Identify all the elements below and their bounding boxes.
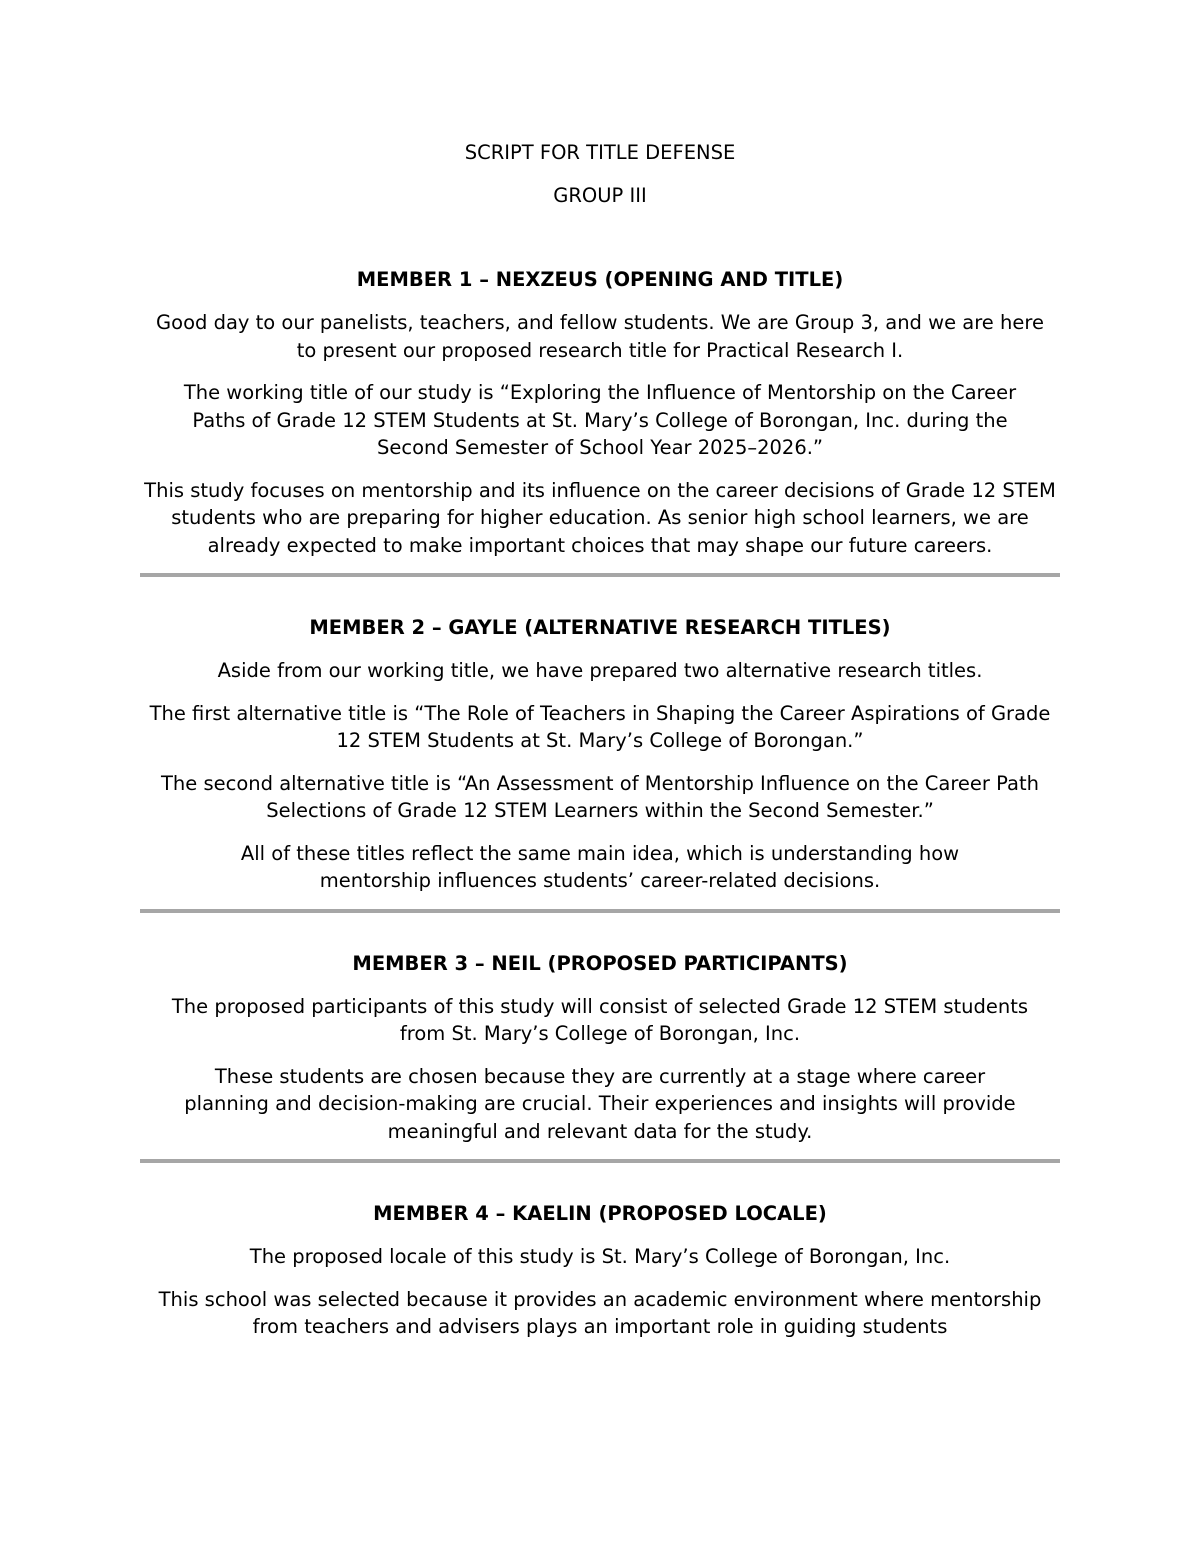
paragraph: The second alternative title is “An Assessment of Mentorship Influence on the Career Path Selections of Grade 12 STEM Learners within the Second Semester.” [161, 771, 1039, 822]
section-divider [140, 1159, 1060, 1163]
paragraph: Aside from our working title, we have prepared two alternative research titles. [217, 659, 983, 682]
paragraph: This school was selected because it provides an academic environment where mentorship from teachers and advisers plays an important role in guiding students [158, 1287, 1042, 1338]
document-title: SCRIPT FOR TITLE DEFENSE [464, 141, 736, 164]
section-divider [140, 909, 1060, 913]
paragraph: The proposed participants of this study will consist of selected Grade 12 STEM students from St. Mary’s College of Borongan, Inc. [171, 994, 1029, 1045]
section-member-3 [140, 951, 1060, 1146]
paragraph: The working title of our study is “Exploring the Influence of Mentorship on the Career Paths of Grade 12 STEM Students at St. Mary’s College of Borongan, Inc. during the Second Semester of School Year 2025–2026.” [183, 381, 1017, 459]
section-divider [140, 573, 1060, 577]
section-heading: MEMBER 3 – NEIL (PROPOSED PARTICIPANTS) [352, 951, 848, 975]
section-heading: MEMBER 4 – KAELIN (PROPOSED LOCALE) [373, 1202, 827, 1225]
document-subtitle: GROUP III [553, 184, 647, 207]
section-heading: MEMBER 1 – NEXZEUS (OPENING AND TITLE) [356, 268, 844, 291]
paragraph: Good day to our panelists, teachers, and fellow students. We are Group 3, and we are here to present our proposed research title for Practical Research I. [156, 311, 1044, 362]
paragraph: The proposed locale of this study is St. Mary’s College of Borongan, Inc. [249, 1245, 951, 1268]
section-member-1 [140, 267, 1060, 559]
document-page [140, 140, 1060, 1356]
section-member-2 [140, 615, 1060, 895]
paragraph: These students are chosen because they are currently at a stage where career planning and decision-making are crucial. Their experiences and insights will provide meaningful and relevant data for the study. [184, 1064, 1016, 1143]
paragraph: This study focuses on mentorship and its influence on the career decisions of Grade 12 STEM students who are preparing for higher education. As senior high school learners, we are already expected to make important choices that may shape our future careers. [144, 478, 1056, 557]
section-member-4 [140, 1201, 1060, 1341]
paragraph: The first alternative title is “The Role of Teachers in Shaping the Career Aspirations of Grade 12 STEM Students at St. Mary’s College of Borongan.” [149, 701, 1051, 752]
paragraph: All of these titles reflect the same main idea, which is understanding how mentorship influences students’ career-related decisions. [240, 841, 960, 892]
section-heading: MEMBER 2 – GAYLE (ALTERNATIVE RESEARCH TITLES) [309, 616, 891, 639]
